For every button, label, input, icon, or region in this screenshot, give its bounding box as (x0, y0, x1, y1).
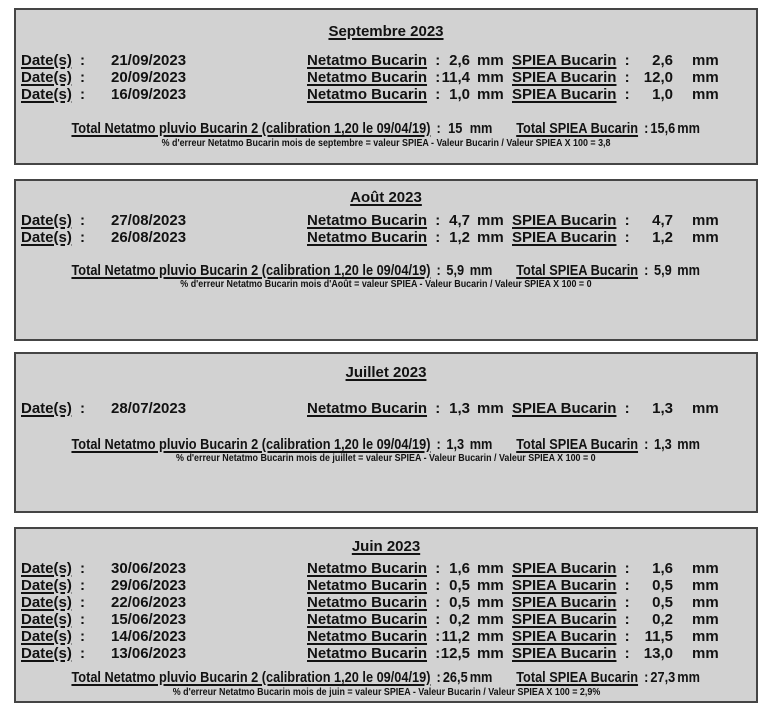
date-label: Date(s) : (21, 577, 86, 594)
date-value: 14/06/2023 (111, 628, 187, 645)
total-netatmo-label: Total Netatmo pluvio Bucarin 2 (calibration 1,20 le 09/04/19) (71, 669, 431, 686)
measurement-row (21, 611, 756, 628)
measurement-rows (21, 560, 756, 662)
total-spiea-value: 1,3 (654, 436, 672, 453)
spiea-label: SPIEA Bucarin : (512, 560, 630, 577)
netatmo-unit: mm (477, 594, 504, 611)
total-netatmo-value: 15 (448, 120, 463, 137)
total-netatmo-label: Total Netatmo pluvio Bucarin 2 (calibration 1,20 le 09/04/19) (71, 262, 431, 279)
netatmo-value: 0,2 (449, 611, 470, 628)
total-spiea-colon: : (640, 436, 649, 453)
measurement-row (21, 400, 756, 417)
netatmo-unit: mm (477, 560, 504, 577)
spiea-label: SPIEA Bucarin : (512, 52, 630, 69)
measurement-row (21, 229, 756, 246)
netatmo-value: 1,3 (449, 400, 470, 417)
date-value: 27/08/2023 (111, 212, 187, 229)
total-netatmo-label: Total Netatmo pluvio Bucarin 2 (calibration 1,20 le 09/04/19) (71, 120, 431, 137)
total-netatmo-colon: : (433, 120, 442, 137)
total-line (16, 262, 756, 279)
total-spiea-label: Total SPIEA Bucarin (516, 120, 639, 137)
total-spiea-value: 5,9 (654, 262, 672, 279)
total-spiea-unit: mm (677, 120, 701, 137)
measurement-row (21, 577, 756, 594)
measurement-row (21, 645, 756, 662)
date-label: Date(s) : (21, 229, 86, 246)
spiea-label: SPIEA Bucarin : (512, 645, 630, 662)
total-spiea-unit: mm (677, 436, 701, 453)
total-netatmo-unit: mm (469, 120, 493, 137)
netatmo-value: 11,2 (441, 628, 470, 645)
total-spiea-value: 15,6 (650, 120, 676, 137)
netatmo-label: Netatmo Bucarin : (307, 400, 441, 417)
measurement-rows (21, 52, 756, 103)
spiea-label: SPIEA Bucarin : (512, 400, 630, 417)
total-spiea-value: 27,3 (650, 669, 676, 686)
spiea-value: 13,0 (643, 645, 673, 662)
total-line (16, 436, 756, 453)
spiea-value: 12,0 (643, 69, 673, 86)
date-value: 15/06/2023 (111, 611, 187, 628)
total-netatmo-value: 26,5 (443, 669, 468, 686)
netatmo-value: 2,6 (449, 52, 470, 69)
spiea-unit: mm (692, 86, 719, 103)
date-label: Date(s) : (21, 645, 86, 662)
spiea-unit: mm (692, 560, 719, 577)
spiea-value: 0,5 (652, 594, 673, 611)
spiea-label: SPIEA Bucarin : (512, 86, 630, 103)
netatmo-value: 0,5 (449, 577, 470, 594)
netatmo-unit: mm (477, 611, 504, 628)
spiea-unit: mm (692, 577, 719, 594)
netatmo-unit: mm (477, 86, 504, 103)
netatmo-label: Netatmo Bucarin : (307, 594, 441, 611)
panel-title: Septembre 2023 (328, 23, 444, 40)
total-netatmo-unit: mm (469, 436, 493, 453)
month-panel (14, 527, 758, 703)
measurement-row (21, 560, 756, 577)
spiea-label: SPIEA Bucarin : (512, 69, 630, 86)
total-netatmo-label: Total Netatmo pluvio Bucarin 2 (calibration 1,20 le 09/04/19) (71, 436, 431, 453)
netatmo-unit: mm (477, 645, 504, 662)
spiea-value: 1,6 (652, 560, 673, 577)
netatmo-label: Netatmo Bucarin : (307, 645, 441, 662)
date-label: Date(s) : (21, 69, 86, 86)
spiea-unit: mm (692, 645, 719, 662)
netatmo-label: Netatmo Bucarin : (307, 52, 441, 69)
total-netatmo-colon: : (433, 436, 442, 453)
error-percentage-text: % d'erreur Netatmo Bucarin mois de juillet = valeur SPIEA - Valeur Bucarin / Valeur SPIEA X 100 = 0 (176, 452, 596, 464)
netatmo-unit: mm (477, 212, 504, 229)
total-spiea-unit: mm (677, 669, 701, 686)
netatmo-label: Netatmo Bucarin : (307, 577, 441, 594)
total-netatmo-value: 1,3 (446, 436, 465, 453)
total-netatmo-value: 5,9 (446, 262, 465, 279)
month-panel (14, 352, 758, 513)
panel-title: Juin 2023 (351, 538, 421, 555)
netatmo-label: Netatmo Bucarin : (307, 628, 441, 645)
spiea-label: SPIEA Bucarin : (512, 594, 630, 611)
date-value: 26/08/2023 (111, 229, 187, 246)
spiea-value: 1,3 (652, 400, 673, 417)
date-label: Date(s) : (21, 611, 86, 628)
error-percentage-text: % d'erreur Netatmo Bucarin mois d'Août = valeur SPIEA - Valeur Bucarin / Valeur SPIEA X 100 = 0 (180, 278, 592, 290)
total-spiea-colon: : (640, 262, 649, 279)
spiea-unit: mm (692, 628, 719, 645)
netatmo-label: Netatmo Bucarin : (307, 86, 441, 103)
measurement-row (21, 86, 756, 103)
spiea-label: SPIEA Bucarin : (512, 577, 630, 594)
total-spiea-colon: : (640, 669, 649, 686)
measurement-row (21, 628, 756, 645)
spiea-unit: mm (692, 52, 719, 69)
error-percentage-text: % d'erreur Netatmo Bucarin mois de septembre = valeur SPIEA - Valeur Bucarin / Valeur SPIEA X 100 = 3,8 (161, 137, 611, 149)
spiea-value: 4,7 (652, 212, 673, 229)
date-value: 30/06/2023 (111, 560, 187, 577)
total-line (16, 120, 756, 137)
measurement-row (21, 52, 756, 69)
date-value: 22/06/2023 (111, 594, 187, 611)
error-percentage-note (16, 278, 756, 290)
netatmo-unit: mm (477, 69, 504, 86)
total-netatmo-unit: mm (469, 669, 493, 686)
spiea-label: SPIEA Bucarin : (512, 229, 630, 246)
spiea-unit: mm (692, 229, 719, 246)
netatmo-value: 1,6 (449, 560, 470, 577)
date-value: 13/06/2023 (111, 645, 187, 662)
date-label: Date(s) : (21, 400, 86, 417)
netatmo-unit: mm (477, 229, 504, 246)
error-percentage-note (16, 686, 756, 698)
month-panel (14, 8, 758, 165)
netatmo-value: 11,4 (441, 69, 470, 86)
total-spiea-label: Total SPIEA Bucarin (516, 262, 639, 279)
total-netatmo-colon: : (433, 669, 442, 686)
spiea-unit: mm (692, 594, 719, 611)
netatmo-label: Netatmo Bucarin : (307, 229, 441, 246)
spiea-value: 11,5 (644, 628, 673, 645)
netatmo-value: 0,5 (449, 594, 470, 611)
netatmo-unit: mm (477, 628, 504, 645)
total-spiea-label: Total SPIEA Bucarin (516, 669, 639, 686)
spiea-unit: mm (692, 69, 719, 86)
error-percentage-text: % d'erreur Netatmo Bucarin mois de juin = valeur SPIEA - Valeur Bucarin / Valeur SPIEA X 100 = 2,9% (172, 686, 600, 698)
measurement-rows (21, 212, 756, 246)
spiea-label: SPIEA Bucarin : (512, 212, 630, 229)
date-label: Date(s) : (21, 560, 86, 577)
spiea-value: 0,5 (652, 577, 673, 594)
netatmo-unit: mm (477, 400, 504, 417)
date-label: Date(s) : (21, 52, 86, 69)
spiea-unit: mm (692, 212, 719, 229)
netatmo-value: 12,5 (440, 645, 470, 662)
error-percentage-note (16, 137, 756, 149)
date-label: Date(s) : (21, 594, 86, 611)
panel-title: Juillet 2023 (345, 364, 427, 381)
date-value: 29/06/2023 (111, 577, 187, 594)
measurement-row (21, 594, 756, 611)
total-spiea-colon: : (640, 120, 649, 137)
measurement-rows (21, 400, 756, 417)
netatmo-value: 1,2 (449, 229, 470, 246)
netatmo-label: Netatmo Bucarin : (307, 212, 441, 229)
date-value: 21/09/2023 (111, 52, 187, 69)
total-spiea-unit: mm (677, 262, 701, 279)
netatmo-label: Netatmo Bucarin : (307, 560, 441, 577)
date-label: Date(s) : (21, 212, 86, 229)
spiea-value: 1,2 (652, 229, 673, 246)
panel-title: Août 2023 (350, 189, 422, 206)
date-value: 16/09/2023 (111, 86, 187, 103)
spiea-label: SPIEA Bucarin : (512, 628, 630, 645)
date-label: Date(s) : (21, 628, 86, 645)
netatmo-label: Netatmo Bucarin : (307, 611, 441, 628)
spiea-value: 0,2 (652, 611, 673, 628)
spiea-label: SPIEA Bucarin : (512, 611, 630, 628)
date-value: 20/09/2023 (111, 69, 187, 86)
spiea-value: 2,6 (652, 52, 673, 69)
spiea-unit: mm (692, 611, 719, 628)
date-value: 28/07/2023 (111, 400, 187, 417)
month-panel (14, 179, 758, 341)
total-spiea-label: Total SPIEA Bucarin (516, 436, 639, 453)
measurement-row (21, 69, 756, 86)
netatmo-unit: mm (477, 577, 504, 594)
error-percentage-note (16, 452, 756, 464)
netatmo-unit: mm (477, 52, 504, 69)
total-netatmo-unit: mm (469, 262, 493, 279)
netatmo-value: 1,0 (449, 86, 470, 103)
measurement-row (21, 212, 756, 229)
spiea-unit: mm (692, 400, 719, 417)
total-line (16, 669, 756, 686)
netatmo-label: Netatmo Bucarin : (307, 69, 441, 86)
total-netatmo-colon: : (433, 262, 442, 279)
spiea-value: 1,0 (652, 86, 673, 103)
netatmo-value: 4,7 (449, 212, 470, 229)
date-label: Date(s) : (21, 86, 86, 103)
